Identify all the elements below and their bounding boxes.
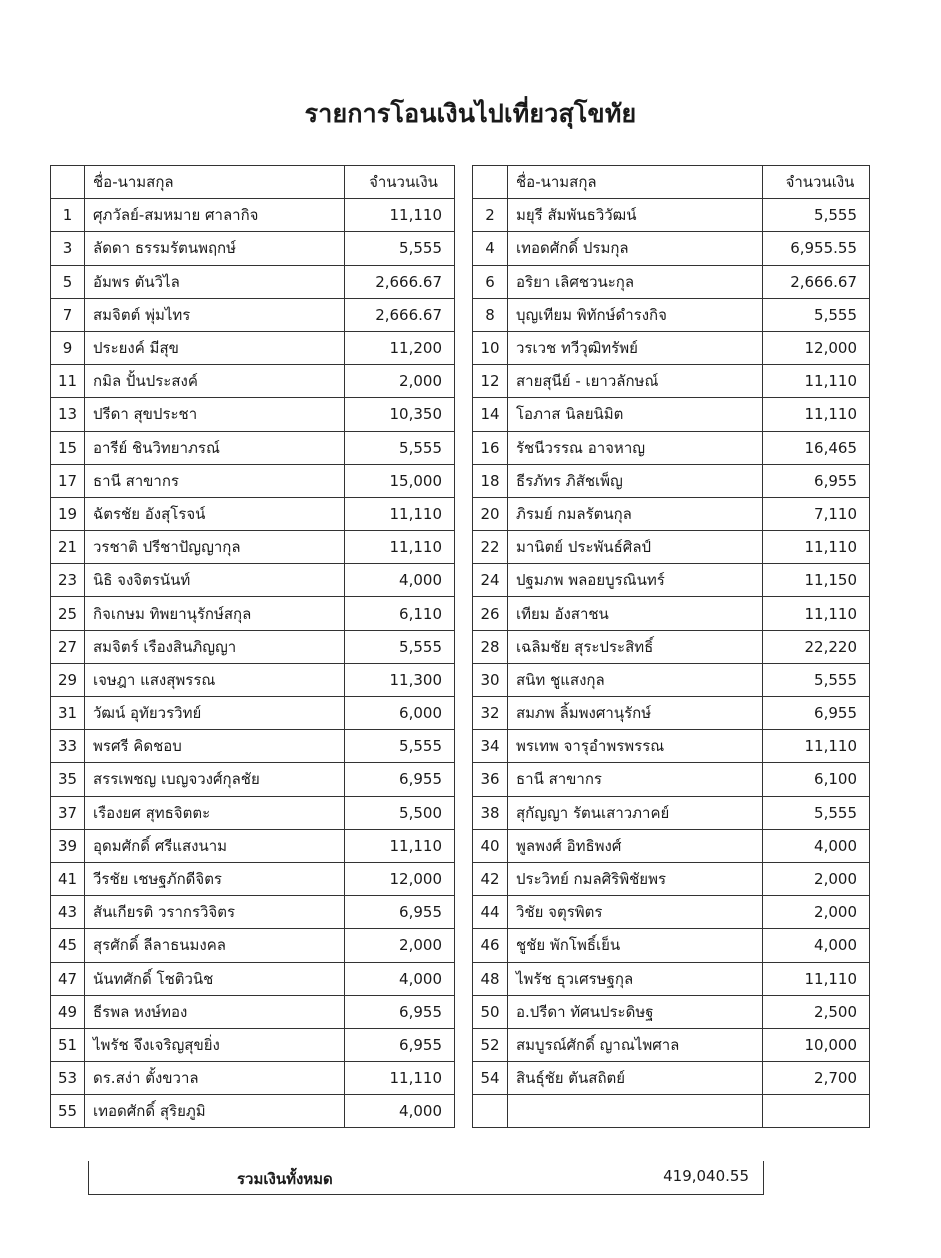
row-amount: 5,555: [763, 298, 870, 331]
row-name: มานิตย์ ประพันธ์ศิลป์: [508, 531, 763, 564]
row-amount: 11,110: [345, 531, 455, 564]
table-row: [51, 896, 455, 929]
row-number: 17: [51, 464, 85, 497]
table-row: [51, 829, 455, 862]
row-amount: [763, 1095, 870, 1128]
row-name: พรศรี คิดชอบ: [85, 730, 345, 763]
table-row: [51, 796, 455, 829]
row-number: [473, 1095, 508, 1128]
row-number: 37: [51, 796, 85, 829]
row-number: 51: [51, 1028, 85, 1061]
row-number: 53: [51, 1062, 85, 1095]
row-amount: 11,200: [345, 331, 455, 364]
row-number: 11: [51, 365, 85, 398]
row-amount: 11,110: [763, 962, 870, 995]
table-row: [51, 265, 455, 298]
row-name: กิจเกษม ทิพยานุรักษ์สกุล: [85, 597, 345, 630]
row-number: 32: [473, 697, 508, 730]
row-amount: 4,000: [763, 829, 870, 862]
row-amount: 5,555: [345, 730, 455, 763]
row-name: ประยงค์ มีสุข: [85, 331, 345, 364]
row-number: 7: [51, 298, 85, 331]
row-amount: 11,110: [345, 199, 455, 232]
table-row: [473, 331, 870, 364]
row-name: ฉัตรชัย อังสุโรจน์: [85, 497, 345, 530]
row-number: 10: [473, 331, 508, 364]
table-row: [473, 763, 870, 796]
table-row: [51, 697, 455, 730]
table-row: [473, 597, 870, 630]
row-number: 38: [473, 796, 508, 829]
row-name: ศุภวัลย์-สมหมาย ศาลากิจ: [85, 199, 345, 232]
row-amount: 2,666.67: [345, 265, 455, 298]
row-name: ธานี สาขากร: [85, 464, 345, 497]
row-amount: 5,555: [345, 630, 455, 663]
row-amount: 16,465: [763, 431, 870, 464]
table-row: [51, 995, 455, 1028]
row-name: สรรเพชญ เบญจวงศ์กุลชัย: [85, 763, 345, 796]
row-name: สายสุนีย์ - เยาวลักษณ์: [508, 365, 763, 398]
row-amount: 2,000: [763, 862, 870, 895]
transfer-table-right: [472, 165, 870, 1128]
table-row: [51, 597, 455, 630]
row-amount: 2,666.67: [763, 265, 870, 298]
header-amount: จำนวนเงิน: [763, 166, 870, 199]
row-number: 28: [473, 630, 508, 663]
row-number: 35: [51, 763, 85, 796]
row-amount: 22,220: [763, 630, 870, 663]
table-row: [51, 630, 455, 663]
table-row: [51, 365, 455, 398]
table-row: [473, 630, 870, 663]
table-row: [51, 431, 455, 464]
row-number: 50: [473, 995, 508, 1028]
row-name: ประวิทย์ กมลศิริพิชัยพร: [508, 862, 763, 895]
row-number: 18: [473, 464, 508, 497]
table-row: [473, 796, 870, 829]
row-number: 40: [473, 829, 508, 862]
row-name: อุดมศักดิ์ ศรีแสงนาม: [85, 829, 345, 862]
row-name: สมบูรณ์ศักดิ์ ญาณไพศาล: [508, 1028, 763, 1061]
row-number: 26: [473, 597, 508, 630]
row-number: 24: [473, 564, 508, 597]
row-amount: 6,100: [763, 763, 870, 796]
row-amount: 6,000: [345, 697, 455, 730]
table-row: [473, 1095, 870, 1128]
header-no: [473, 166, 508, 199]
table-row: [473, 697, 870, 730]
row-name: ธีรพล หงษ์ทอง: [85, 995, 345, 1028]
row-amount: 11,110: [763, 531, 870, 564]
row-amount: 2,666.67: [345, 298, 455, 331]
row-number: 44: [473, 896, 508, 929]
row-number: 34: [473, 730, 508, 763]
row-number: 6: [473, 265, 508, 298]
table-row: [473, 995, 870, 1028]
row-name: เรืองยศ สุทธจิตตะ: [85, 796, 345, 829]
table-row: [51, 398, 455, 431]
table-row: [473, 365, 870, 398]
row-amount: 11,110: [345, 1062, 455, 1095]
row-amount: 2,000: [345, 929, 455, 962]
row-number: 9: [51, 331, 85, 364]
table-row: [473, 232, 870, 265]
row-amount: 11,110: [763, 730, 870, 763]
row-amount: 4,000: [345, 1095, 455, 1128]
row-amount: 6,955: [345, 995, 455, 1028]
row-number: 36: [473, 763, 508, 796]
row-number: 12: [473, 365, 508, 398]
row-number: 21: [51, 531, 85, 564]
row-number: 48: [473, 962, 508, 995]
table-row: [51, 232, 455, 265]
row-amount: 4,000: [345, 564, 455, 597]
row-number: 8: [473, 298, 508, 331]
row-number: 19: [51, 497, 85, 530]
row-name: สมภพ ลิ้มพงศานุรักษ์: [508, 697, 763, 730]
table-row: [473, 862, 870, 895]
header-amount: จำนวนเงิน: [345, 166, 455, 199]
table-row: [51, 331, 455, 364]
row-name: นิธิ จงจิตรนันท์: [85, 564, 345, 597]
row-name: บุญเทียม พิทักษ์ดำรงกิจ: [508, 298, 763, 331]
table-row: [51, 862, 455, 895]
table-header-row: [473, 166, 870, 199]
row-number: 49: [51, 995, 85, 1028]
row-number: 41: [51, 862, 85, 895]
table-row: [473, 564, 870, 597]
row-name: อริยา เลิศชวนะกุล: [508, 265, 763, 298]
row-name: ดร.สง่า ตั้งขวาล: [85, 1062, 345, 1095]
row-number: 30: [473, 663, 508, 696]
row-number: 23: [51, 564, 85, 597]
row-amount: 6,955: [345, 1028, 455, 1061]
row-name: อ.ปรีดา ทัศนประดิษฐ: [508, 995, 763, 1028]
row-number: 16: [473, 431, 508, 464]
row-number: 45: [51, 929, 85, 962]
table-row: [473, 398, 870, 431]
row-amount: 11,110: [345, 497, 455, 530]
row-number: 2: [473, 199, 508, 232]
row-amount: 15,000: [345, 464, 455, 497]
row-name: เทอดศักดิ์ ปรมกุล: [508, 232, 763, 265]
table-row: [51, 730, 455, 763]
row-amount: 6,955: [345, 896, 455, 929]
row-name: เจษฎา แสงสุพรรณ: [85, 663, 345, 696]
table-row: [473, 730, 870, 763]
table-row: [473, 265, 870, 298]
row-amount: 12,000: [345, 862, 455, 895]
row-name: เฉลิมชัย สุระประสิทธิ์: [508, 630, 763, 663]
row-amount: 7,110: [763, 497, 870, 530]
row-name: สนิท ชูแสงกุล: [508, 663, 763, 696]
row-amount: 12,000: [763, 331, 870, 364]
row-amount: 10,350: [345, 398, 455, 431]
row-name: วรชาติ ปรีชาปัญญากุล: [85, 531, 345, 564]
row-number: 54: [473, 1062, 508, 1095]
row-amount: 2,700: [763, 1062, 870, 1095]
row-number: 3: [51, 232, 85, 265]
row-amount: 11,110: [763, 365, 870, 398]
row-number: 22: [473, 531, 508, 564]
row-name: สันเกียรติ วรากรวิจิตร: [85, 896, 345, 929]
row-amount: 5,500: [345, 796, 455, 829]
row-number: 55: [51, 1095, 85, 1128]
row-amount: 5,555: [763, 663, 870, 696]
table-row: [473, 298, 870, 331]
row-amount: 4,000: [345, 962, 455, 995]
row-name: ธานี สาขากร: [508, 763, 763, 796]
page-title: รายการโอนเงินไปเที่ยวสุโขทัย: [304, 99, 637, 128]
grand-total-value: 419,040.55: [663, 1167, 749, 1185]
row-name: [508, 1095, 763, 1128]
table-row: [51, 298, 455, 331]
row-number: 46: [473, 929, 508, 962]
table-row: [51, 929, 455, 962]
table-row: [473, 663, 870, 696]
row-name: เทียม อังสาชน: [508, 597, 763, 630]
row-number: 1: [51, 199, 85, 232]
row-number: 20: [473, 497, 508, 530]
table-row: [51, 497, 455, 530]
table-row: [473, 829, 870, 862]
row-amount: 11,110: [763, 398, 870, 431]
transfer-table-left: [50, 165, 455, 1128]
row-amount: 6,955: [345, 763, 455, 796]
table-row: [473, 431, 870, 464]
row-name: ปรีดา สุขประชา: [85, 398, 345, 431]
row-name: ชูชัย พักโพธิ์เย็น: [508, 929, 763, 962]
table-row: [51, 962, 455, 995]
row-name: วีรชัย เชษฐภักดีจิตร: [85, 862, 345, 895]
row-name: สินธุ์ชัย ตันสถิตย์: [508, 1062, 763, 1095]
row-name: พูลพงศ์ อิทธิพงศ์: [508, 829, 763, 862]
table-row: [473, 497, 870, 530]
row-name: ไพรัช ธุวเศรษฐกุล: [508, 962, 763, 995]
row-amount: 6,955.55: [763, 232, 870, 265]
table-row: [473, 962, 870, 995]
table-row: [473, 896, 870, 929]
grand-total-label: รวมเงินทั้งหมด: [237, 1170, 333, 1188]
row-number: 42: [473, 862, 508, 895]
row-name: สุรศักดิ์ ลีลาธนมงคล: [85, 929, 345, 962]
table-row: [51, 1028, 455, 1061]
row-number: 14: [473, 398, 508, 431]
grand-total-row: [88, 1161, 764, 1195]
row-amount: 5,555: [345, 232, 455, 265]
row-number: 29: [51, 663, 85, 696]
row-number: 31: [51, 697, 85, 730]
table-row: [51, 763, 455, 796]
row-amount: 11,150: [763, 564, 870, 597]
table-row: [473, 1028, 870, 1061]
header-name: ชื่อ-นามสกุล: [85, 166, 345, 199]
row-name: สุกัญญา รัตนเสาวภาคย์: [508, 796, 763, 829]
header-name: ชื่อ-นามสกุล: [508, 166, 763, 199]
table-row: [473, 929, 870, 962]
row-amount: 2,000: [345, 365, 455, 398]
table-row: [51, 663, 455, 696]
row-number: 27: [51, 630, 85, 663]
table-row: [473, 464, 870, 497]
row-amount: 5,555: [763, 199, 870, 232]
row-amount: 5,555: [345, 431, 455, 464]
row-number: 39: [51, 829, 85, 862]
row-name: ไพรัช จึงเจริญสุขยิ่ง: [85, 1028, 345, 1061]
table-row: [51, 531, 455, 564]
row-amount: 6,955: [763, 697, 870, 730]
table-row: [51, 199, 455, 232]
row-name: ธีรภัทร ภิสัชเพ็ญ: [508, 464, 763, 497]
row-amount: 11,110: [345, 829, 455, 862]
row-name: ปฐมภพ พลอยบูรณินทร์: [508, 564, 763, 597]
row-number: 43: [51, 896, 85, 929]
row-amount: 10,000: [763, 1028, 870, 1061]
row-amount: 2,500: [763, 995, 870, 1028]
table-row: [473, 531, 870, 564]
row-name: สมจิตต์ พุ่มไทร: [85, 298, 345, 331]
row-name: วิชัย จตุรพิตร: [508, 896, 763, 929]
row-amount: 6,110: [345, 597, 455, 630]
row-amount: 11,110: [763, 597, 870, 630]
table-row: [473, 199, 870, 232]
table-row: [51, 1095, 455, 1128]
row-name: รัชนีวรรณ อาจหาญ: [508, 431, 763, 464]
row-name: อารีย์ ชินวิทยาภรณ์: [85, 431, 345, 464]
row-amount: 5,555: [763, 796, 870, 829]
row-name: กมิล ปั้นประสงค์: [85, 365, 345, 398]
row-name: ภิรมย์ กมลรัตนกุล: [508, 497, 763, 530]
row-name: พรเทพ จารุอำพรพรรณ: [508, 730, 763, 763]
row-number: 25: [51, 597, 85, 630]
row-number: 4: [473, 232, 508, 265]
row-number: 15: [51, 431, 85, 464]
row-amount: 2,000: [763, 896, 870, 929]
row-amount: 4,000: [763, 929, 870, 962]
row-name: สมจิตร์ เรืองสินภิญญา: [85, 630, 345, 663]
row-name: ลัดดา ธรรมรัตนพฤกษ์: [85, 232, 345, 265]
row-number: 13: [51, 398, 85, 431]
row-number: 33: [51, 730, 85, 763]
header-no: [51, 166, 85, 199]
row-number: 52: [473, 1028, 508, 1061]
table-header-row: [51, 166, 455, 199]
row-number: 47: [51, 962, 85, 995]
table-row: [51, 464, 455, 497]
table-row: [473, 1062, 870, 1095]
table-row: [51, 1062, 455, 1095]
row-number: 5: [51, 265, 85, 298]
row-name: อัมพร ตันวิไล: [85, 265, 345, 298]
row-name: นันทศักดิ์ โชติวนิช: [85, 962, 345, 995]
row-name: วัฒน์ อุทัยวรวิทย์: [85, 697, 345, 730]
row-name: มยุรี สัมพันธวิวัฒน์: [508, 199, 763, 232]
row-amount: 6,955: [763, 464, 870, 497]
table-row: [51, 564, 455, 597]
row-name: โอภาส นิลยนิมิต: [508, 398, 763, 431]
row-amount: 11,300: [345, 663, 455, 696]
row-name: เทอดศักดิ์ สุริยภูมิ: [85, 1095, 345, 1128]
row-name: วรเวช ทวีวุฒิทรัพย์: [508, 331, 763, 364]
